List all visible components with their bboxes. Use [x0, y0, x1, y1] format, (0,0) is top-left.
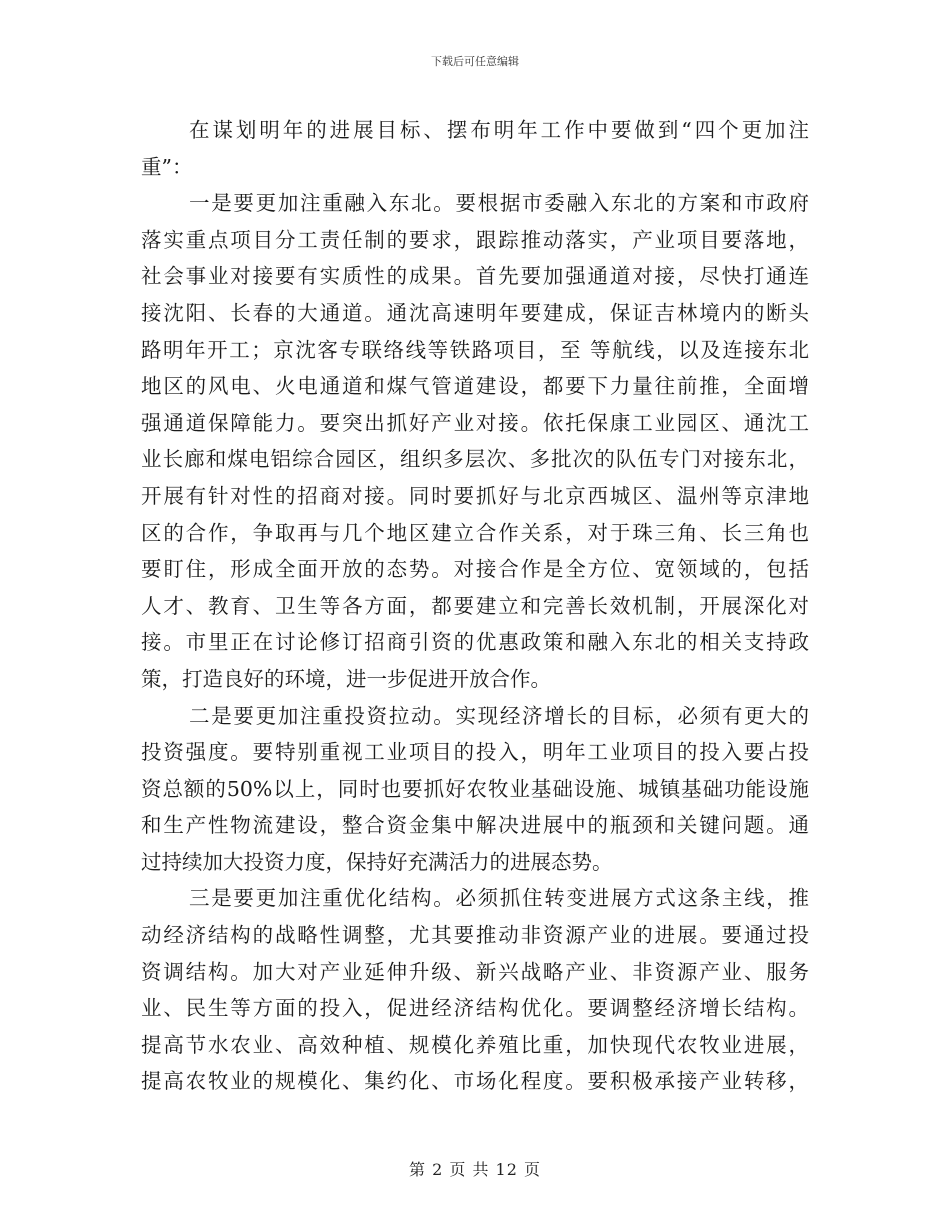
- text-line: 过持续加大投资力度，保持好充满活力的进展态势。: [141, 849, 613, 874]
- text-line: 落实重点项目分工责任制的要求，跟踪推动落实，产业项目要落地，: [141, 227, 809, 252]
- text-line: 强通道保障能力。要突出抓好产业对接。依托保康工业园区、通沈工: [141, 410, 809, 435]
- page-header-note: 下载后可任意编辑: [431, 55, 519, 68]
- text-line: 动经济结构的战略性调整，尤其要推动非资源产业的进展。要通过投: [141, 923, 809, 948]
- text-line: 二是要更加注重投资拉动。实现经济增长的目标，必须有更大的: [189, 703, 809, 728]
- document-body: [141, 112, 809, 1100]
- text-line: 在谋划明年的进展目标、摆布明年工作中要做到“四个更加注: [189, 118, 809, 142]
- text-line: 区的合作，争取再与几个地区建立合作关系，对于珠三角、长三角也: [141, 520, 809, 545]
- text-line: 人才、教育、卫生等各方面，都要建立和完善长效机制，开展深化对: [141, 593, 809, 618]
- text-line: 一是要更加注重融入东北。要根据市委融入东北的方案和市政府: [189, 191, 809, 216]
- text-line: 路明年开工；京沈客专联络线等铁路项目，至 等航线，以及连接东北: [141, 337, 809, 362]
- text-line: 资调结构。加大对产业延伸升级、新兴战略产业、非资源产业、服务: [141, 959, 809, 984]
- text-line: 接沈阳、长春的大通道。通沈高速明年要建成，保证吉林境内的断头: [141, 300, 809, 325]
- text-line: 接。市里正在讨论修订招商引资的优惠政策和融入东北的相关支持政: [141, 630, 809, 655]
- page-number-footer: 第 2 页 共 12 页: [409, 1160, 541, 1179]
- text-line: 和生产性物流建设，整合资金集中解决进展中的瓶颈和关键问题。通: [141, 813, 809, 838]
- text-line: 要盯住，形成全面开放的态势。对接合作是全方位、宽领域的，包括: [141, 557, 809, 582]
- text-line: 社会事业对接要有实质性的成果。首先要加强通道对接，尽快打通连: [141, 264, 809, 289]
- text-line: 投资强度。要特别重视工业项目的投入，明年工业项目的投入要占投: [141, 740, 809, 765]
- text-line: 提高节水农业、高效种植、规模化养殖比重，加快现代农牧业进展，: [141, 1032, 809, 1057]
- text-line: 业长廊和煤电铝综合园区，组织多层次、多批次的队伍专门对接东北，: [141, 447, 809, 472]
- text-line: 业、民生等方面的投入，促进经济结构优化。要调整经济增长结构。: [141, 996, 809, 1021]
- text-line: 资总额的50%以上，同时也要抓好农牧业基础设施、城镇基础功能设施: [141, 776, 809, 801]
- text-line: 地区的风电、火电通道和煤气管道建设，都要下力量往前推，全面增: [141, 374, 809, 399]
- text-line: 三是要更加注重优化结构。必须抓住转变进展方式这条主线，推: [189, 886, 809, 911]
- text-line: 策，打造良好的环境，进一步促进开放合作。: [141, 666, 551, 691]
- text-line: 重”：: [141, 154, 193, 179]
- text-line: 开展有针对性的招商对接。同时要抓好与北京西城区、温州等京津地: [141, 483, 809, 508]
- text-line: 提高农牧业的规模化、集约化、市场化程度。要积极承接产业转移，: [141, 1069, 809, 1094]
